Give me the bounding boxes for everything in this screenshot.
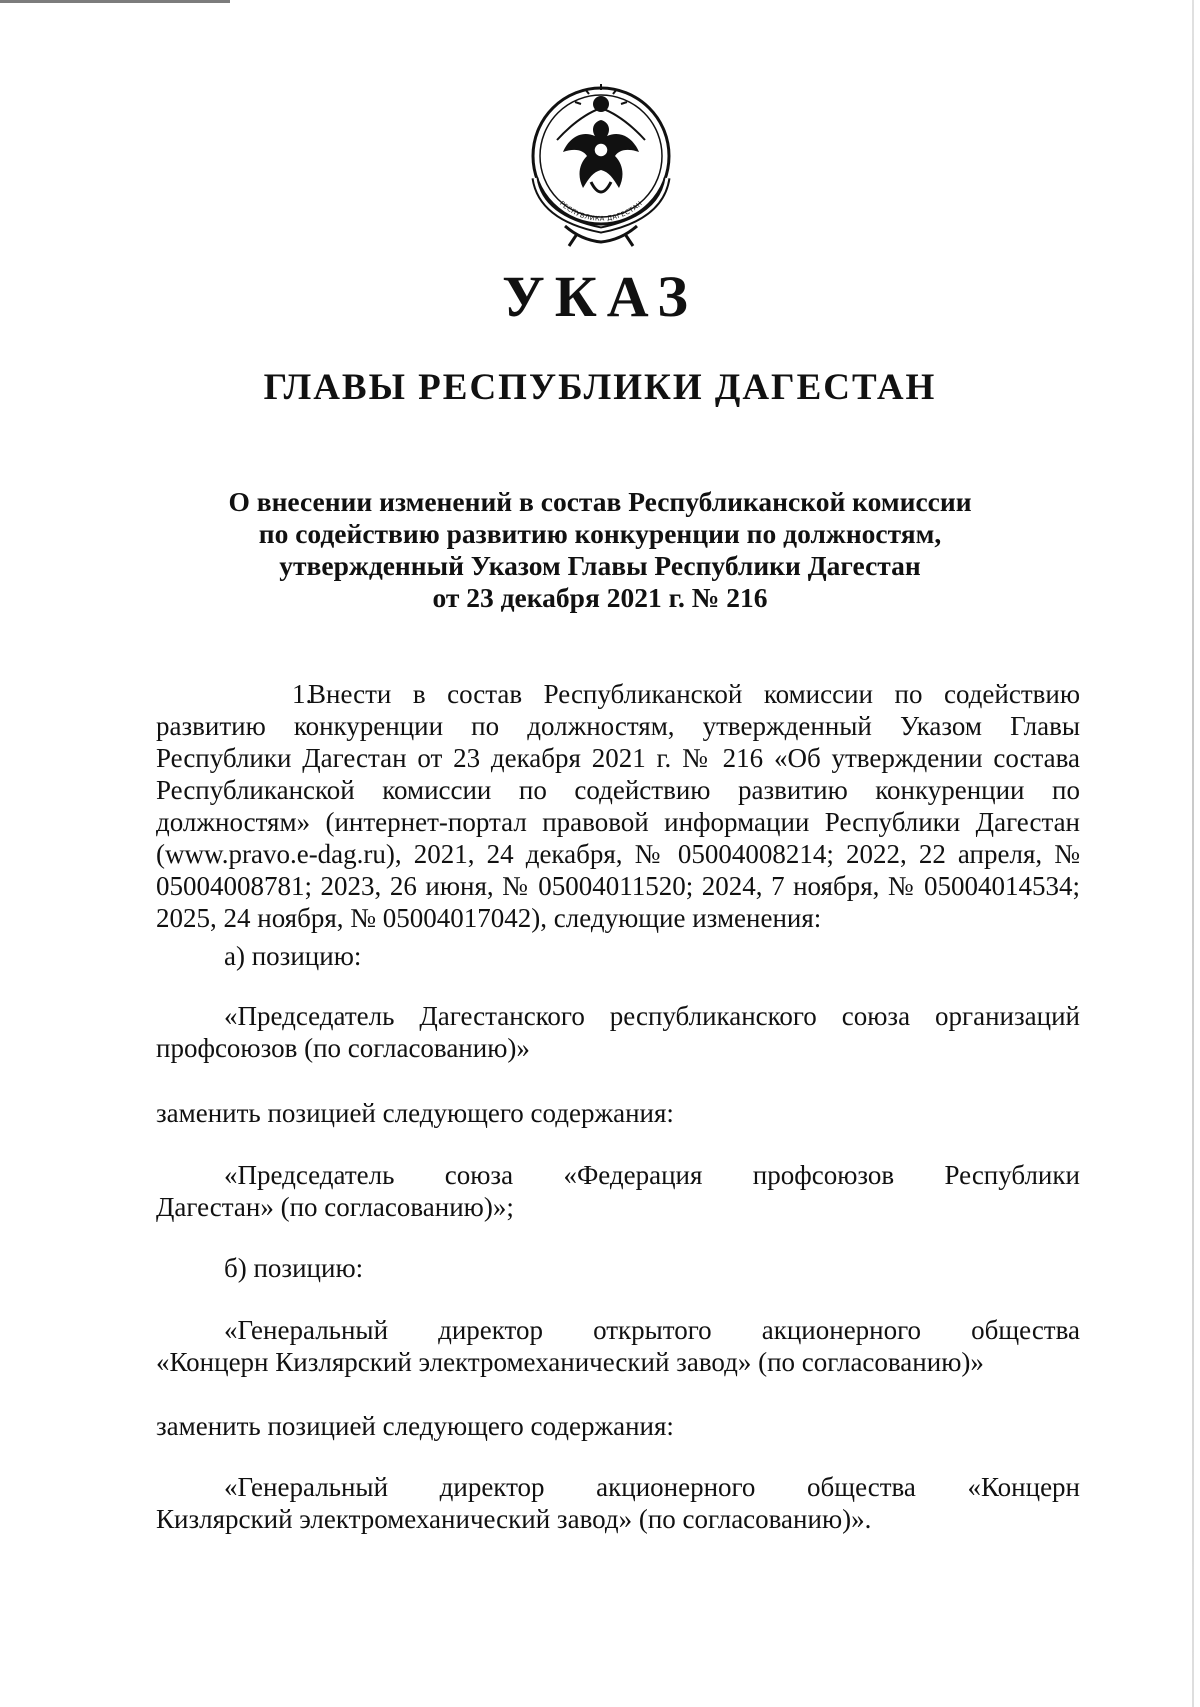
paragraph-text: Внести в состав Республиканской комиссии по содействию развитию конкуренции по должностям, утвержденный Указом Главы Республики Дагестан от 23 декабря 2021 г. № 216 «Об утверждении состава Республиканской комиссии по содействию развитию конкуренции по должностям» (интернет-портал правовой информации Республики Дагестан (www.pravo.e-dag.ru), 2021, 24 декабря, № 05004008214; 2022, 22 апреля, № 05004008781; 2023, 26 июня, № 05004011520; 2024, 7 ноября, № 05004014534; 2025, 24 ноября, № 05004017042), следующие изменения:	[156, 679, 1080, 933]
scan-artifact-right-edge	[1192, 0, 1194, 1707]
word: акционерного	[761, 1315, 922, 1345]
item-a-new-position-line2: Дагестан» (по согласованию)»;	[156, 1192, 514, 1222]
word: открытого	[593, 1315, 712, 1345]
item-a-new-position	[156, 1159, 1080, 1223]
heading-line: от 23 декабря 2021 г. № 216	[432, 582, 768, 613]
scan-artifact-top	[0, 0, 230, 3]
item-b-old-position-line2: «Концерн Кизлярский электромеханический завод» (по согласованию)»	[156, 1347, 984, 1377]
word: «Концерн	[967, 1472, 1080, 1502]
document-title: УКАЗ	[502, 264, 698, 329]
item-a-old-position: «Председатель Дагестанского республиканского союза организаций профсоюзов (по согласованию)»	[156, 1001, 1080, 1063]
word: союза	[444, 1160, 514, 1190]
item-b-replace-text: заменить позицией следующего содержания:	[156, 1411, 674, 1441]
item-a-label: а) позицию:	[224, 941, 362, 971]
item-b-new-position	[156, 1471, 1080, 1535]
coat-of-arms-icon	[521, 78, 681, 248]
word: акционерного	[596, 1472, 756, 1502]
word: общества	[971, 1315, 1080, 1345]
heading-line: по содействию развитию конкуренции по должностям,	[258, 518, 942, 549]
item-a-new-position-line1	[156, 1159, 1080, 1191]
paragraph-number: 1.	[292, 679, 313, 709]
document-heading	[150, 486, 1050, 614]
item-b-label: б) позицию:	[224, 1253, 364, 1283]
heading-line: О внесении изменений в состав Республиканской комиссии	[228, 486, 972, 517]
word: «Генеральный	[224, 1472, 389, 1502]
word: профсоюзов	[752, 1160, 895, 1190]
word: общества	[807, 1472, 916, 1502]
heading-line: утвержденный Указом Главы Республики Дагестан	[279, 550, 921, 581]
emblem-inscription: РЕСПУБЛИКА ДАГЕСТАН	[558, 199, 644, 223]
word: директор	[438, 1315, 544, 1345]
word: Республики	[944, 1160, 1080, 1190]
word: «Генеральный	[224, 1315, 389, 1345]
item-b-old-position-line1	[156, 1314, 1080, 1346]
document-issuer: ГЛАВЫ РЕСПУБЛИКИ ДАГЕСТАН	[263, 367, 937, 408]
paragraph-1	[156, 678, 1080, 934]
word: директор	[439, 1472, 545, 1502]
word: «Председатель	[224, 1160, 395, 1190]
word: «Федерация	[563, 1160, 703, 1190]
item-b-old-position	[156, 1314, 1080, 1378]
item-b-new-position-line1	[156, 1471, 1080, 1503]
item-b-new-position-line2: Кизлярский электромеханический завод» (по согласованию)».	[156, 1504, 872, 1534]
item-a-replace-text: заменить позицией следующего содержания:	[156, 1098, 674, 1128]
